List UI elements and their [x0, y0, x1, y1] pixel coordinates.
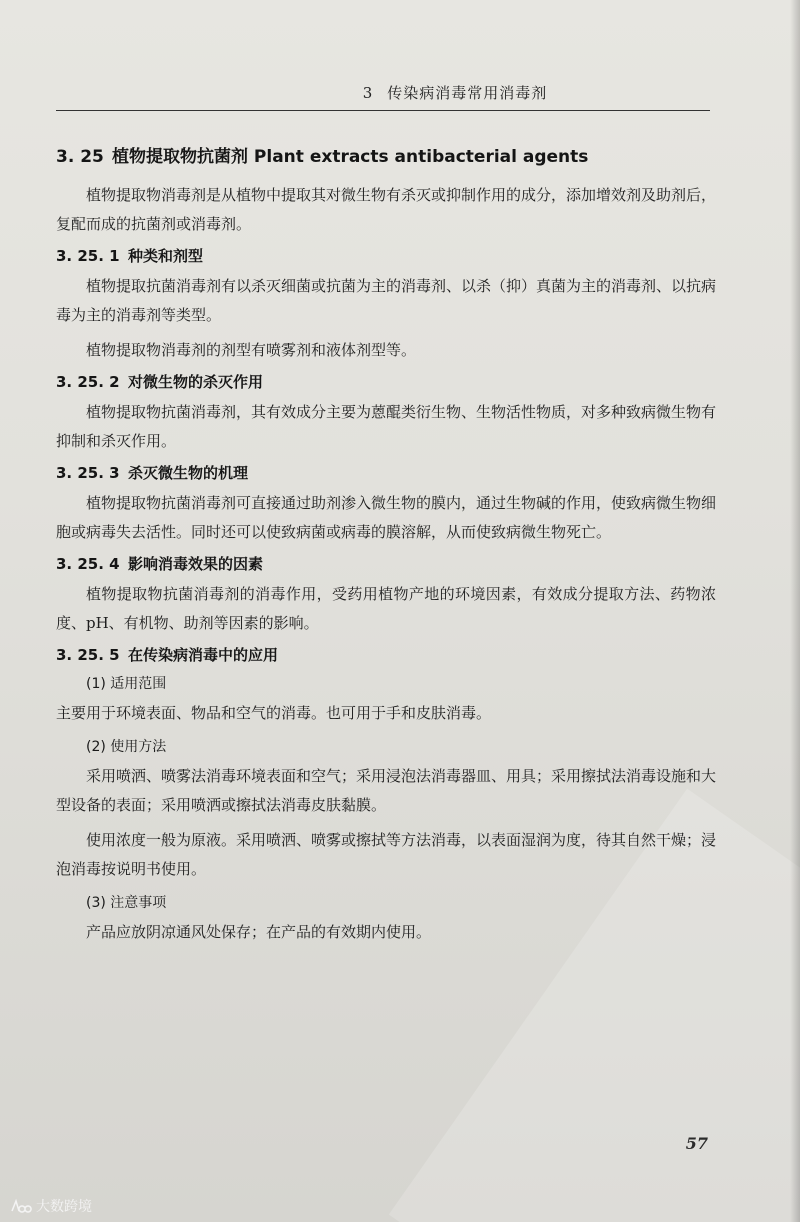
subsection-number: 3. 25. 5 [56, 646, 120, 664]
paragraph: 产品应放阴凉通风处保存；在产品的有效期内使用。 [86, 923, 432, 941]
subsection-title: 种类和剂型 [128, 247, 204, 265]
subsection-title: 影响消毒效果的因素 [128, 555, 264, 573]
subsection-heading [56, 553, 716, 574]
subsection-heading [56, 245, 716, 266]
paragraph: 植物提取物抗菌消毒剂，其有效成分主要为蒽醌类衍生物、生物活性物质，对多种致病微生物有抑制和杀灭作用。 [56, 403, 717, 450]
section-number: 3. 25 [56, 147, 104, 167]
page-number: 57 [685, 1134, 708, 1153]
chapter-number: 3 [362, 84, 374, 102]
watermark [10, 1196, 92, 1216]
subsection-title: 杀灭微生物的机理 [128, 464, 249, 482]
item-heading: (2) 使用方法 [86, 739, 167, 755]
subsection-heading [56, 462, 716, 483]
brand-logo-icon [10, 1198, 32, 1214]
running-head [200, 82, 710, 103]
subsection-heading [56, 644, 716, 665]
paragraph: 植物提取物消毒剂的剂型有喷雾剂和液体剂型等。 [86, 341, 417, 359]
header-rule [56, 110, 710, 111]
paragraph: 主要用于环境表面、物品和空气的消毒。也可用于手和皮肤消毒。 [56, 704, 492, 722]
page-edge-shadow [790, 0, 800, 1222]
paragraph: 采用喷洒、喷雾法消毒环境表面和空气；采用浸泡法消毒器皿、用具；采用擦拭法消毒设施和大型设备的表面；采用喷洒或擦拭法消毒皮肤黏膜。 [56, 767, 717, 814]
subsection-heading [56, 371, 716, 392]
subsection-number: 3. 25. 2 [56, 373, 120, 391]
paragraph: 植物提取抗菌消毒剂有以杀灭细菌或抗菌为主的消毒剂、以杀（抑）真菌为主的消毒剂、以抗病毒为主的消毒剂等类型。 [56, 277, 717, 324]
item-heading: (1) 适用范围 [86, 676, 167, 692]
section-title: 植物提取物抗菌剂 Plant extracts antibacterial agents [112, 147, 589, 167]
paragraph: 植物提取物抗菌消毒剂可直接通过助剂渗入微生物的膜内，通过生物碱的作用，使致病微生物细胞或病毒失去活性。同时还可以使致病菌或病毒的膜溶解，从而使致病微生物死亡。 [56, 494, 717, 541]
subsection-number: 3. 25. 4 [56, 555, 120, 573]
page-content [56, 140, 716, 953]
paragraph: 使用浓度一般为原液。采用喷洒、喷雾或擦拭等方法消毒，以表面湿润为度，待其自然干燥；浸泡消毒按说明书使用。 [56, 831, 717, 878]
subsection-number: 3. 25. 3 [56, 464, 120, 482]
watermark-text: 大数跨境 [36, 1199, 92, 1215]
subsection-number: 3. 25. 1 [56, 247, 120, 265]
subsection-title: 对微生物的杀灭作用 [128, 373, 264, 391]
subsection-title: 在传染病消毒中的应用 [128, 646, 279, 664]
paragraph: 植物提取物抗菌消毒剂的消毒作用，受药用植物产地的环境因素，有效成分提取方法、药物浓度、pH、有机物、助剂等因素的影响。 [56, 585, 716, 632]
section-intro: 植物提取物消毒剂是从植物中提取其对微生物有杀灭或抑制作用的成分，添加增效剂及助剂后，复配而成的抗菌剂或消毒剂。 [56, 186, 717, 233]
item-heading: (3) 注意事项 [86, 895, 167, 911]
section-heading [56, 142, 716, 167]
chapter-title: 传染病消毒常用消毒剂 [387, 84, 548, 102]
